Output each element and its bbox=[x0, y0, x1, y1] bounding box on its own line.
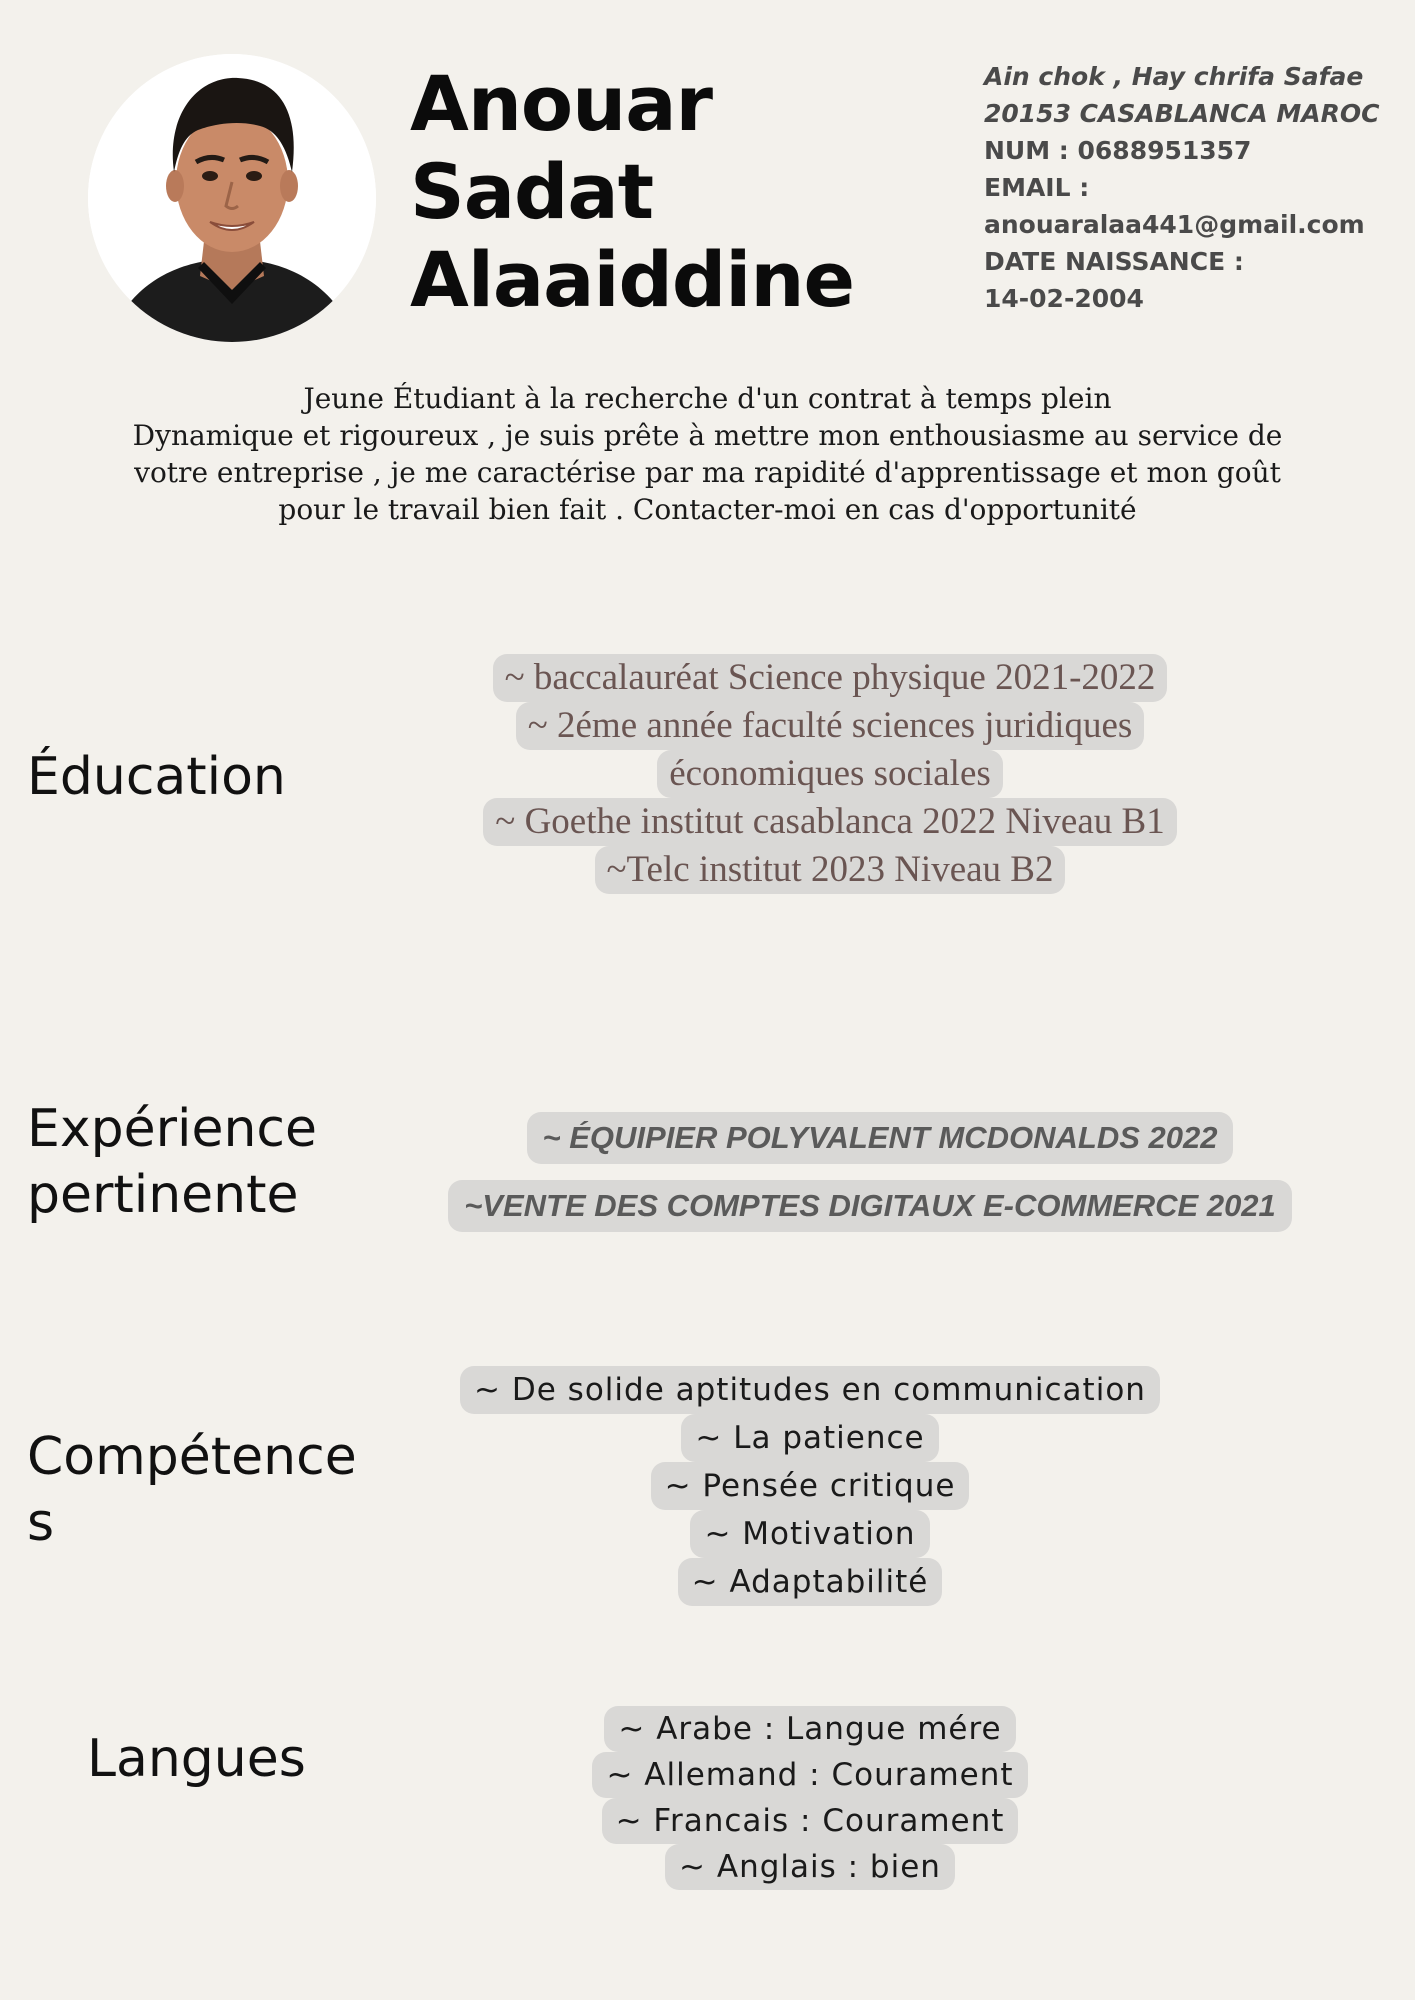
summary-line: pour le travail bien fait . Contacter-moi en cas d'opportunité bbox=[278, 493, 1137, 526]
skills-heading bbox=[27, 1424, 357, 1556]
summary-line: votre entreprise , je me caractérise par ma rapidité d'apprentissage et mon goût bbox=[134, 456, 1281, 489]
language-item: ~ Anglais : bien bbox=[665, 1844, 955, 1890]
name-line-middle: Sadat bbox=[410, 147, 654, 236]
contact-block bbox=[984, 58, 1404, 317]
experience-item: ~ ÉQUIPIER POLYVALENT MCDONALDS 2022 bbox=[527, 1112, 1234, 1164]
experience-heading-line: Expérience bbox=[27, 1099, 317, 1159]
languages-list bbox=[430, 1706, 1190, 1890]
birth-date-label: DATE NAISSANCE : bbox=[984, 247, 1244, 276]
skills-heading-line: s bbox=[27, 1493, 55, 1553]
skills-list bbox=[430, 1366, 1190, 1606]
experience-heading bbox=[27, 1096, 317, 1228]
experience-heading-line: pertinente bbox=[27, 1165, 299, 1225]
experience-item: ~VENTE DES COMPTES DIGITAUX E-COMMERCE 2021 bbox=[448, 1180, 1292, 1232]
birth-date: 14-02-2004 bbox=[984, 284, 1144, 313]
language-item: ~ Arabe : Langue mére bbox=[604, 1706, 1015, 1752]
phone-number: NUM : 0688951357 bbox=[984, 136, 1252, 165]
languages-heading: Langues bbox=[87, 1729, 306, 1789]
education-item: économiques sociales bbox=[657, 750, 1003, 798]
education-item: ~ 2éme année faculté sciences juridiques bbox=[516, 702, 1145, 750]
experience-list bbox=[430, 1112, 1310, 1232]
full-name bbox=[410, 59, 854, 324]
address-line-2: 20153 CASABLANCA MAROC bbox=[984, 99, 1380, 128]
summary-line: Dynamique et rigoureux , je suis prête à mettre mon enthousiasme au service de bbox=[132, 419, 1283, 452]
language-item: ~ Allemand : Courament bbox=[592, 1752, 1027, 1798]
profile-photo bbox=[88, 54, 376, 342]
skill-item: ~ Pensée critique bbox=[651, 1462, 970, 1510]
summary-line: Jeune Étudiant à la recherche d'un contrat à temps plein bbox=[303, 382, 1112, 415]
education-heading: Éducation bbox=[27, 747, 286, 807]
skill-item: ~ De solide aptitudes en communication bbox=[460, 1366, 1160, 1414]
skill-item: ~ Adaptabilité bbox=[678, 1558, 943, 1606]
education-item: ~Telc institut 2023 Niveau B2 bbox=[595, 846, 1066, 894]
email-address: anouaralaa441@gmail.com bbox=[984, 210, 1365, 239]
skill-item: ~ La patience bbox=[681, 1414, 938, 1462]
email-label: EMAIL : bbox=[984, 173, 1090, 202]
education-item: ~ Goethe institut casablanca 2022 Niveau B1 bbox=[483, 798, 1176, 846]
skills-heading-line: Compétence bbox=[27, 1427, 357, 1487]
address-line-1: Ain chok , Hay chrifa Safae bbox=[984, 62, 1364, 91]
person-portrait-icon bbox=[88, 54, 376, 342]
education-item: ~ baccalauréat Science physique 2021-2022 bbox=[493, 654, 1168, 702]
education-list bbox=[430, 654, 1230, 894]
name-line-first: Anouar bbox=[410, 59, 713, 148]
profile-summary bbox=[60, 380, 1355, 528]
language-item: ~ Francais : Courament bbox=[602, 1798, 1019, 1844]
skill-item: ~ Motivation bbox=[690, 1510, 929, 1558]
name-line-last: Alaaiddine bbox=[410, 235, 854, 324]
